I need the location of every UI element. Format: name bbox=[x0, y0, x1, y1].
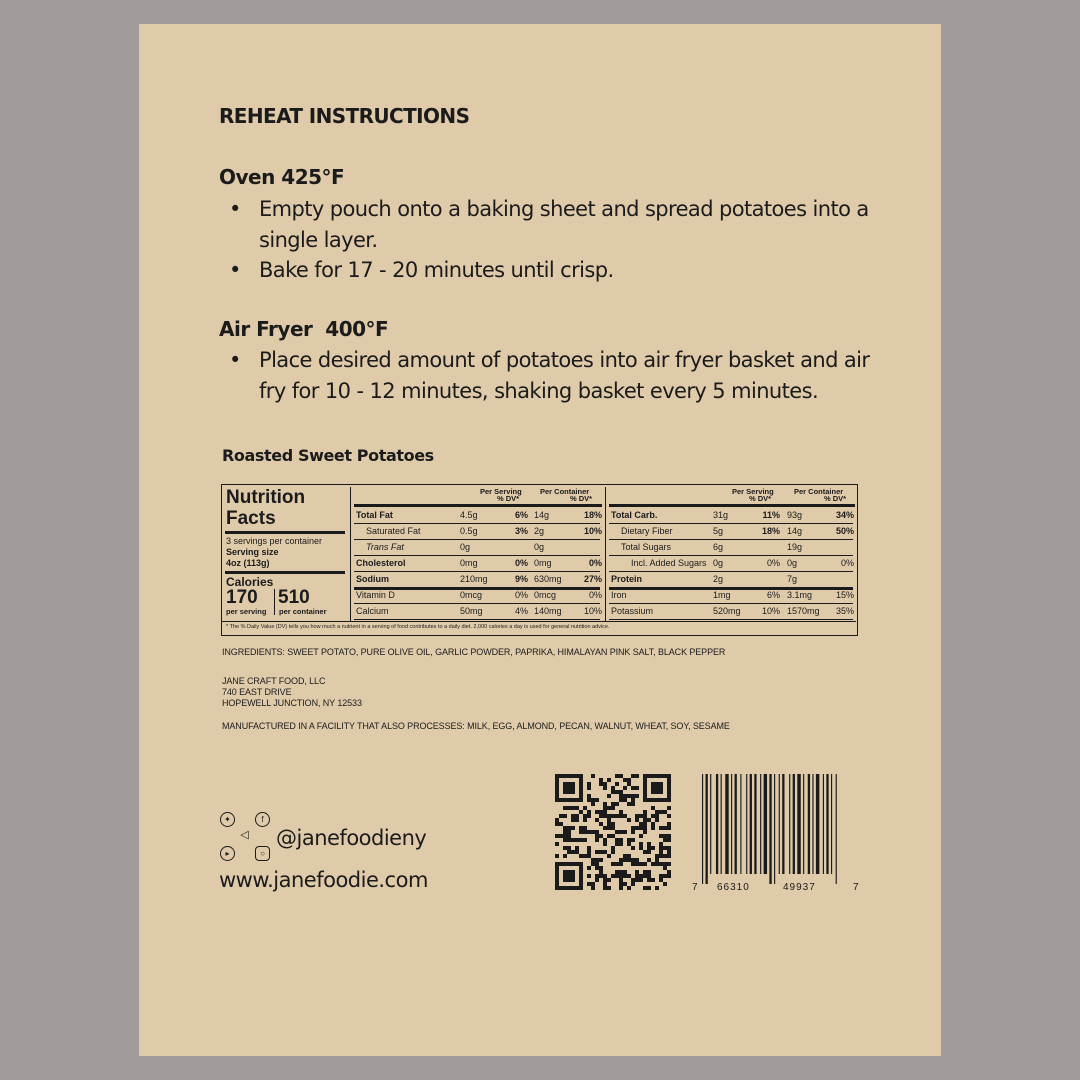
nutrition-right_rows-cdv: 34% bbox=[835, 510, 854, 520]
nutrition-right_rows-s: 1mg bbox=[713, 590, 731, 600]
nutrition-left_rows-sdv: 0% bbox=[514, 590, 528, 600]
calories-per-serving-label: per serving bbox=[226, 607, 267, 616]
air-fryer-step-1-text: Place desired amount of potatoes into air fryer basket and air fry for 10 - 12 minutes, shaking basket every 5 minutes. bbox=[259, 348, 870, 403]
nutrition-left_rows-name: Cholesterol bbox=[356, 558, 406, 568]
nutrition-right_rows-c: 7g bbox=[787, 574, 798, 584]
nutrition-left_rows-c: 2g bbox=[534, 526, 545, 536]
nutrition-right_rows-cdv: 15% bbox=[835, 590, 854, 600]
nutrition-right_rows-sdv: 11% bbox=[762, 510, 780, 520]
nutrition-left_rows-c: 140mg bbox=[534, 606, 562, 616]
barcode bbox=[702, 774, 848, 884]
nutrition-left_rows-sdv: 4% bbox=[514, 606, 528, 616]
nutrition-left_rows-s: 50mg bbox=[460, 606, 483, 616]
bullet-icon: • bbox=[229, 258, 241, 282]
ingredients: INGREDIENTS: SWEET POTATO, PURE OLIVE OIL, GARLIC POWDER, PAPRIKA, HIMALAYAN PINK SALT, BLACK PEPPER bbox=[222, 647, 726, 657]
nutrition-left_rows-name: Calcium bbox=[356, 606, 389, 616]
youtube-icon: ▸ bbox=[220, 846, 235, 861]
nutrition-right_rows-s: 0g bbox=[713, 558, 724, 568]
oven-step-1 bbox=[229, 194, 889, 256]
nutrition-left_rows-cdv: 10% bbox=[583, 606, 602, 616]
nutrition-right_rows-name: Potassium bbox=[611, 606, 654, 616]
nutrition-left_rows-name: Trans Fat bbox=[366, 542, 404, 552]
col-header-serving-dv: % DV* bbox=[749, 494, 772, 503]
nutrition-right_rows-name: Iron bbox=[611, 590, 627, 600]
nutrition-left_rows-s: 0mcg bbox=[460, 590, 483, 600]
nutrition-left_rows-s: 4.5g bbox=[460, 510, 478, 520]
oven-step-2-text: Bake for 17 - 20 minutes until crisp. bbox=[259, 258, 614, 282]
nutrition-facts-panel bbox=[221, 484, 858, 636]
servings-per-container: 3 servings per container bbox=[226, 536, 323, 546]
nutrition-right_rows-s: 31g bbox=[713, 510, 729, 520]
facebook-icon: f bbox=[255, 812, 270, 827]
nutrition-right_rows-s: 6g bbox=[713, 542, 724, 552]
nutrition-right_rows-name: Dietary Fiber bbox=[621, 526, 673, 536]
col-header-serving: Per Serving bbox=[732, 487, 774, 496]
calories-label: Calories bbox=[226, 575, 274, 589]
air-fryer-heading: Air Fryer 400°F bbox=[219, 317, 389, 341]
nutrition-title: Nutrition Facts bbox=[226, 487, 306, 529]
nutrition-left_rows-cdv: 0% bbox=[588, 590, 602, 600]
nutrition-right_rows-name: Total Carb. bbox=[611, 510, 658, 520]
nutrition-right_rows-sdv: 18% bbox=[761, 526, 780, 536]
nutrition-left_rows-c: 0mcg bbox=[534, 590, 557, 600]
social-handle[interactable]: @janefoodieny bbox=[276, 826, 427, 850]
calories-per-container: 510 bbox=[278, 587, 310, 608]
company-address bbox=[222, 676, 362, 709]
nutrition-left_rows-sdv: 6% bbox=[514, 510, 528, 520]
oven-heading: Oven 425°F bbox=[219, 165, 345, 189]
col-header-container-dv: % DV* bbox=[824, 494, 847, 503]
bullet-icon: • bbox=[229, 348, 241, 372]
instagram-icon: ○ bbox=[255, 846, 270, 861]
nutrition-right_rows-cdv: 35% bbox=[835, 606, 854, 616]
megaphone-icon: ◁ bbox=[240, 829, 249, 841]
barcode-digits-right: 49937 bbox=[783, 882, 816, 893]
col-header-serving-dv: % DV* bbox=[497, 494, 520, 503]
nutrition-left_rows-c: 0mg bbox=[534, 558, 552, 568]
nutrition-left_rows-s: 210mg bbox=[460, 574, 488, 584]
col-header-serving: Per Serving bbox=[480, 487, 522, 496]
nutrition-right_rows-c: 14g bbox=[787, 526, 803, 536]
nutrition-right_rows-s: 520mg bbox=[713, 606, 741, 616]
qr-code bbox=[555, 774, 671, 890]
nutrition-right_rows-cdv: 0% bbox=[840, 558, 854, 568]
nutrition-left_rows-s: 0g bbox=[460, 542, 471, 552]
nutrition-left_rows-name: Total Fat bbox=[356, 510, 393, 520]
nutrition-right_rows-s: 2g bbox=[713, 574, 724, 584]
calories-per-container-label: per container bbox=[279, 607, 327, 616]
nutrition-right_rows-sdv: 10% bbox=[761, 606, 780, 616]
nutrition-left_rows-c: 630mg bbox=[534, 574, 562, 584]
nutrition-left_rows-s: 0.5g bbox=[460, 526, 478, 536]
nutrition-right_rows-c: 0g bbox=[787, 558, 798, 568]
nutrition-right_rows-c: 19g bbox=[787, 542, 803, 552]
nutrition-right_rows-sdv: 6% bbox=[766, 590, 780, 600]
company-city: HOPEWELL JUNCTION, NY 12533 bbox=[222, 698, 362, 708]
product-name: Roasted Sweet Potatoes bbox=[222, 446, 434, 465]
package-back-panel bbox=[139, 24, 941, 1056]
col-header-container: Per Container bbox=[794, 487, 844, 496]
nutrition-left_rows-sdv: 0% bbox=[514, 558, 528, 568]
oven-step-1-text: Empty pouch onto a baking sheet and spread potatoes into a single layer. bbox=[259, 197, 869, 252]
twitter-icon: ✦ bbox=[220, 812, 235, 827]
serving-size-label: Serving size bbox=[226, 547, 279, 557]
social-icons bbox=[220, 812, 275, 868]
allergen-statement: MANUFACTURED IN A FACILITY THAT ALSO PROCESSES: MILK, EGG, ALMOND, PECAN, WALNUT, WHEAT, SOY, SESAME bbox=[222, 721, 730, 731]
nutrition-right_rows-sdv: 0% bbox=[766, 558, 780, 568]
nutrition-left_rows-name: Saturated Fat bbox=[366, 526, 421, 536]
nutrition-left_rows-sdv: 3% bbox=[514, 526, 528, 536]
serving-size: 4oz (113g) bbox=[226, 558, 270, 568]
nutrition-right_rows-c: 93g bbox=[787, 510, 803, 520]
nutrition-left_rows-name: Vitamin D bbox=[356, 590, 395, 600]
nutrition-left_rows-s: 0mg bbox=[460, 558, 478, 568]
nutrition-right_rows-name: Protein bbox=[611, 574, 643, 584]
nutrition-right_rows-c: 1570mg bbox=[787, 606, 820, 616]
website-link[interactable]: www.janefoodie.com bbox=[219, 868, 428, 892]
bullet-icon: • bbox=[229, 197, 241, 221]
nutrition-left_rows-cdv: 27% bbox=[583, 574, 602, 584]
barcode-digit-check: 7 bbox=[853, 882, 859, 893]
nutrition-left_rows-c: 14g bbox=[534, 510, 550, 520]
nutrition-footnote: * The % Daily Value (DV) tells you how much a nutrient in a serving of food contributes to a daily diet. 2,000 calories a day is used for general nutrition advice. bbox=[226, 624, 610, 630]
nutrition-left_rows-cdv: 10% bbox=[583, 526, 602, 536]
nutrition-left_rows-cdv: 0% bbox=[588, 558, 602, 568]
company-street: 740 EAST DRIVE bbox=[222, 687, 292, 697]
nutrition-right_rows-s: 5g bbox=[713, 526, 724, 536]
nutrition-right_rows-name: Total Sugars bbox=[621, 542, 672, 552]
calories-per-serving: 170 bbox=[226, 587, 258, 608]
nutrition-left_rows-name: Sodium bbox=[356, 574, 389, 584]
nutrition-left_rows-cdv: 18% bbox=[583, 510, 602, 520]
col-header-container: Per Container bbox=[540, 487, 590, 496]
barcode-digits-left: 66310 bbox=[717, 882, 750, 893]
nutrition-right_rows-cdv: 50% bbox=[835, 526, 854, 536]
nutrition-left_rows-c: 0g bbox=[534, 542, 545, 552]
nutrition-left_rows-sdv: 9% bbox=[514, 574, 528, 584]
col-header-container-dv: % DV* bbox=[570, 494, 593, 503]
reheat-title: REHEAT INSTRUCTIONS bbox=[219, 104, 470, 128]
barcode-digit-1: 7 bbox=[692, 882, 698, 893]
nutrition-right_rows-c: 3.1mg bbox=[787, 590, 813, 600]
nutrition-right_rows-name: Incl. Added Sugars bbox=[631, 558, 707, 568]
company-name: JANE CRAFT FOOD, LLC bbox=[222, 676, 326, 686]
